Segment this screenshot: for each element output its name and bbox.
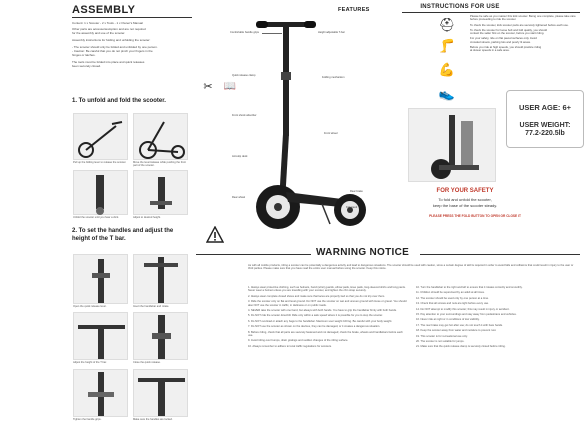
warning-item: 11. Children should be supervised by an adult at all times. [416,291,485,295]
instructions-underline [402,12,580,13]
warning-item: 14. Do NOT attempt to modify this scooter; this may result in injury or accident. [416,307,510,311]
step2-caption-3: Adjust the height of the T bar. [73,361,107,364]
user-limits-circle [506,90,584,148]
assembly-intro-line: hinges or latches. [72,53,96,57]
knee-pad-icon: 🦵 [438,38,456,53]
step2-caption-2: Insert the handlebar and rotate. [133,305,170,308]
feature-label-clamp: Quick release clamp [232,74,256,77]
feature-label-front-wheel: Front wheel [324,132,338,135]
feature-label-kickstand: Kickstand [346,206,358,209]
instructions-bullet: crowded streets, parking lots and poorly lit areas. [470,39,531,44]
feature-label-grips: Comfortable handle grips [230,31,259,34]
step1-title: 1. To unfold and fold the scooter. [72,98,166,104]
step1-photo-2 [133,113,188,160]
warning-item: 18. Keep the scooter away from water and moisture to prevent rust. [416,329,497,333]
step2-photo-2 [133,254,188,304]
safety-photo [408,108,496,182]
instructions-bullet: To check the scooter for loose bolt and fold quality, you should [470,27,547,32]
feature-label-shock: Front shock absorber [232,114,257,117]
instructions-bullets [470,15,582,53]
shoes-icon: 👟 [438,86,456,101]
warning-rule-right [420,254,580,255]
warning-intro: As with all mobile products, riding a scooter can be potentially a dangerous activity and lead to dangerous situations. The scooter should be used with caution, since a certain degree of skill is required in order to avoid falls and collisions that could result in injury to the user or third parties. Please make sure that you have read the entire user manual before using the scooter. Keep this notice. [248,264,574,271]
scooter-illustration [230,12,370,237]
warning-title: WARNING NOTICE [316,247,410,258]
feature-label-rear-wheel: Rear wheel [232,196,246,199]
elbow-pad-icon: 💪 [438,62,456,77]
step2-title-line1: 2. To set the handles and adjust the [72,228,174,234]
safety-title: FOR YOUR SAFETY [436,188,494,194]
assembly-intro-line: - Caution: Be careful that you do not pinch your fingers in the [72,49,153,53]
step1-caption-2: Move the lever/release while pushing the front part of the scooter. [133,161,186,167]
step2-photo-5 [73,369,128,417]
step2-caption-4: Close the quick release. [133,361,161,364]
step2-caption-5: Tighten the handle grips. [73,418,102,421]
safety-note: PLEASE PRESS THE FOLD BUTTON TO OPEN OR CLOSE IT [429,214,521,218]
feature-label-fold: Folding mechanism [322,76,345,79]
step1-caption-1: Pull up the folding lever to release the scooter. [73,161,127,164]
warning-item: 13. Check that all screws and nuts are tight before every use. [416,302,489,306]
warning-item: 21. Make sure that the quick release clamp is securely closed before riding. [416,345,506,349]
step2-photo-6 [133,369,188,417]
features-title: FEATURES [338,7,370,13]
warning-item: 19. This scooter is for recreational use only. [416,334,468,338]
warning-item: 2. Always wear complete closed shoes and make sure that laces are properly tied so that you do not trip over them. [248,294,385,298]
assembly-intro [72,27,197,68]
assembly-section [0,0,237,441]
instructions-bullet: Before you ride at high speeds, you should practice riding [470,45,542,50]
assembly-contents: Content: 1 x Scooter - 2 x Tools - 1 x Owner's Manual [72,21,143,25]
instructions-bullet: Please be safe as you master this kick scooter. Being one complete, please take care before proceeding to ride the scooter. [470,14,576,22]
feature-label-tbar: Height adjustable T-bar [318,31,345,34]
warning-left-column [248,286,408,438]
warning-item: 15. Pay attention to your surroundings and stay away from pedestrians and vehicles. [416,313,517,317]
warning-right-column [416,286,580,438]
warning-item: 8. Before riding, check that all parts are securely fastened and not damaged; check the brake, wheels and handlebars before each use. [248,330,403,338]
step2-caption-1: Open the quick release lever. [73,305,107,308]
warning-item: 17. The rear brake may get hot after use; do not touch it with bare hands. [416,323,503,327]
warning-item: 3. Ride the scooter only on flat and level ground. Do NOT use the scooter on wet and uneven ground with loose or gravel. You should also NOT use the scooter in traffic, in darkness or on public roads. [248,300,407,307]
warning-triangle-icon [206,226,224,243]
warning-item: 10. Turn the handlebar to the right and left to ensure that it rotates correctly and smoothly. [416,286,523,289]
assembly-title: ASSEMBLY [72,4,136,16]
step1-photo-3 [73,170,128,215]
step1-photo-4 [133,170,188,215]
helmet-icon: ⛑ [438,17,456,32]
warning-item: 10. Always remember to adhere to local traffic regulations for scooters. [248,344,332,348]
safety-line2: keep the base of the scooter steady. [432,203,498,208]
warning-item: 7. Do NOT use the scooter as shown on the devices, they can be damaged, or it creates a dangerous situation. [248,325,381,329]
safety-line1: To fold and unfold the scooter, [438,197,492,202]
user-weight-value: 77.2-220.5lb [525,130,565,137]
instructions-bullet: at slower speeds in a safe area. [470,48,510,53]
instructions-bullet: contact the seller first on the scooter, before you start riding. [470,31,545,36]
step1-caption-4: Adjust to desired height. [133,216,161,219]
user-weight-label: USER WEIGHT: [519,122,571,129]
feature-label-brake: Rear brake [350,190,363,193]
warning-item: 16. Never ride at night or in conditions of low visibility. [416,318,480,322]
manual-icon: 📖 [223,80,237,92]
instructions-bullet: To check the scooter, kick scooter parts are securely tightened before each use. [470,22,569,27]
instructions-title: INSTRUCTIONS FOR USE [420,4,500,10]
step2-photo-4 [133,312,188,360]
step1-photo-1 [73,113,128,160]
instructions-bullet: For your safety, ride on flat paved surfaces only. Avoid [470,36,537,41]
step2-title-line2: height of the T bar. [72,236,126,242]
warning-item: 6. Do NOT overload or attach any bags to the handlebar. Maximum user weight 100 kg. Be careful with your body weight. [248,319,393,323]
tools-icon: ✂ [203,80,213,93]
assembly-title-underline [72,17,192,18]
warning-item: 1. Always wear protective clothing, such as helmets, hand (wrist) guards, elbow pads, knee pads, long-sleeved shirts and long pants. Never wear a helmet unless you are travelling with your scooter, and tighten the chin strap securely. [248,286,406,293]
assembly-intro-line: Other parts are accessories/option and are not required [72,27,146,31]
assembly-intro-line: The tools must be folded into place and quick releases [72,60,145,64]
warning-item: 5. Do NOT ride the scooter downhill. Ride only within a safe speed where it is possible for you to stop the scooter. [248,314,383,318]
step2-photo-1 [73,254,128,304]
assembly-intro-line: been securely closed. [72,64,102,68]
warning-item: 4. NEVER take the scooter with one hand, but always with both hands. You have to grip the handlebar firmly with both hands. [248,309,397,313]
user-age: USER AGE: 6+ [518,103,572,112]
step2-photo-3 [73,312,128,360]
assembly-intro-line: - The scooter should only be folded and unfolded by one person. [72,45,158,49]
warning-rule-left [196,254,311,255]
assembly-intro-line: for the assembly and use of the scooter. [72,31,126,35]
warning-item: 20. The scooter is not suitable for jumps. [416,340,465,344]
feature-label-deck: Anti-slip deck [232,155,248,158]
assembly-intro-line: Assembly instructions for folding and unfolding the scooter: [72,38,151,42]
warning-item: 9. Avoid riding over bumps, drain gratings and sudden changes of the riding surface. [248,339,349,343]
step1-caption-3: Unfold the scooter until you hear a click. [73,216,119,219]
warning-item: 12. The scooter should be used only by one person at a time. [416,296,489,300]
step2-caption-6: Make sure the handles are locked. [133,418,173,421]
